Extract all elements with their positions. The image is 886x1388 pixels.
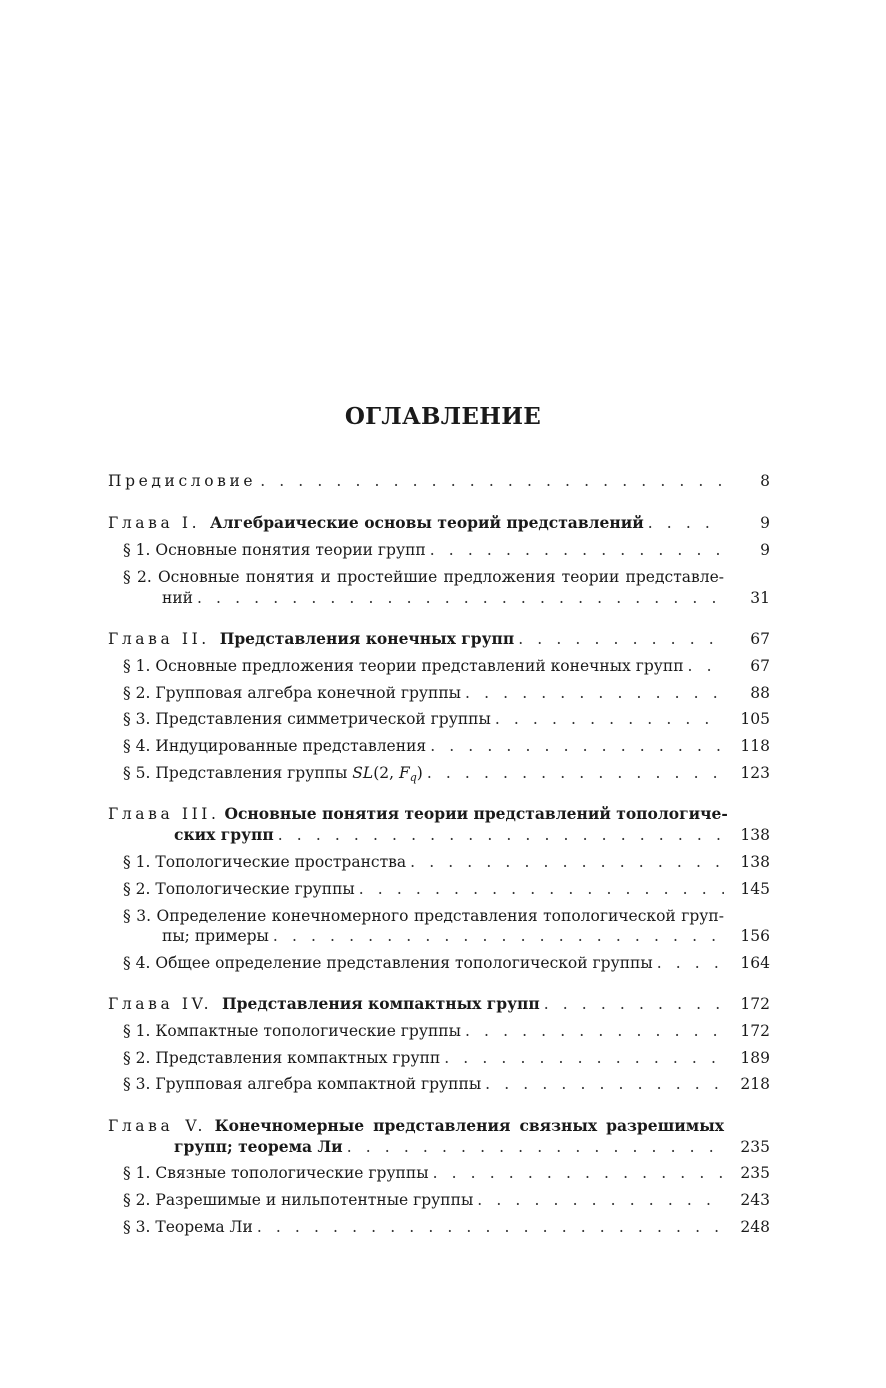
page-number: 172 (740, 995, 770, 1013)
toc-section[interactable] (108, 1190, 785, 1211)
page-number: 105 (740, 710, 770, 728)
section-label: § 1. Основные предложения теории представлений конечных групп (123, 657, 684, 675)
section-label: § 4. Общее определение представления топологической группы (123, 954, 653, 972)
page-title: ОГЛАВЛЕНИЕ (344, 403, 542, 430)
toc-section-continuation[interactable] (108, 926, 824, 947)
toc-section[interactable] (108, 736, 785, 757)
chapter-prefix: Глава III. (108, 805, 220, 823)
chapter-title: Алгебраические основы теорий представлений (209, 513, 644, 532)
toc-section[interactable] (108, 656, 785, 677)
toc-section[interactable] (108, 953, 785, 974)
page-number: 67 (750, 630, 770, 648)
page-number: 235 (740, 1164, 770, 1182)
page-number: 123 (740, 764, 770, 782)
leader-dots (430, 736, 724, 757)
section-label: § 1. Компактные топологические группы (123, 1022, 461, 1040)
leader-dots (544, 994, 724, 1015)
page-number: 118 (740, 737, 770, 755)
page-number: 9 (760, 514, 770, 532)
section-label-line2: ний (162, 589, 193, 607)
chapter-prefix: Глава II. (108, 630, 210, 648)
toc-section[interactable] (108, 1048, 785, 1069)
toc-section[interactable] (108, 852, 785, 873)
chapter-title-line1: Глава III. Основные понятия теории представлений топологиче- (108, 804, 728, 823)
toc-chapter-4[interactable] (108, 993, 770, 1015)
toc-section[interactable] (108, 879, 785, 900)
section-label: § 1. Основные понятия теории групп (123, 541, 426, 559)
section-label: § 1. Связные топологические группы (123, 1164, 429, 1182)
toc-section[interactable] (108, 683, 785, 704)
toc-section[interactable] (108, 1163, 785, 1184)
leader-dots (477, 1190, 724, 1211)
leader-dots (444, 1048, 724, 1069)
toc-section[interactable] (108, 1074, 785, 1095)
section-label: § 5. Представления группы (123, 764, 348, 782)
section-label: § 3. Представления симметрической группы (123, 710, 491, 728)
leader-dots (347, 1137, 724, 1158)
toc-chapter-3[interactable] (108, 803, 770, 825)
page-number: 145 (740, 880, 770, 898)
chapter-prefix: Глава I. (108, 514, 201, 532)
leader-dots (273, 926, 724, 947)
leader-dots (518, 629, 724, 650)
page-number: 248 (740, 1218, 770, 1236)
page-number: 31 (750, 589, 770, 607)
page-number: 138 (740, 853, 770, 871)
toc-section[interactable] (108, 763, 785, 788)
leader-dots (688, 656, 724, 677)
page-number: 172 (740, 1022, 770, 1040)
section-label: § 2. Топологические группы (123, 880, 355, 898)
leader-dots (433, 1163, 724, 1184)
leader-dots (278, 825, 724, 846)
toc-chapter-5[interactable] (108, 1115, 770, 1137)
toc-section[interactable] (108, 1217, 785, 1238)
page-number: 8 (760, 472, 770, 490)
section-label-line1: § 2. Основные понятия и простейшие предложения теории представле- (123, 568, 724, 586)
page-number: 189 (740, 1049, 770, 1067)
page-number: 9 (760, 541, 770, 559)
toc-section[interactable] (108, 906, 785, 927)
leader-dots (359, 879, 724, 900)
leader-dots (257, 1217, 724, 1238)
page-number: 235 (740, 1138, 770, 1156)
leader-dots (465, 683, 724, 704)
chapter-prefix: Глава V. (108, 1117, 207, 1135)
section-label-line2: пы; примеры (162, 927, 269, 945)
toc-chapter-continuation[interactable] (108, 824, 836, 846)
page-number: 164 (740, 954, 770, 972)
page-number: 243 (740, 1191, 770, 1209)
chapter-title-line2: ских групп (174, 825, 274, 844)
section-label: § 3. Теорема Ли (123, 1218, 253, 1236)
toc-entry-preface[interactable] (108, 471, 770, 492)
leader-dots (197, 588, 724, 609)
chapter-title-line1: Глава V. Конечномерные представления связных разрешимых (108, 1116, 724, 1135)
page-number: 138 (740, 826, 770, 844)
toc-section[interactable] (108, 709, 785, 730)
leader-dots (657, 953, 724, 974)
entry-label: Предисловие (108, 472, 257, 490)
section-label: § 1. Топологические пространства (123, 853, 407, 871)
toc-section-continuation[interactable] (108, 588, 824, 609)
page-number: 67 (750, 657, 770, 675)
chapter-title-line2: групп; теорема Ли (174, 1137, 343, 1156)
page-number: 88 (750, 684, 770, 702)
toc-section[interactable] (108, 567, 785, 588)
page-number: 156 (740, 927, 770, 945)
section-label: § 2. Разрешимые и нильпотентные группы (123, 1191, 474, 1209)
leader-dots (430, 540, 724, 561)
toc-chapter-2[interactable] (108, 628, 770, 650)
chapter-title: Представления конечных групп (219, 629, 515, 648)
leader-dots (495, 709, 724, 730)
leader-dots (410, 852, 724, 873)
leader-dots (648, 513, 724, 534)
leader-dots (465, 1021, 724, 1042)
toc-section[interactable] (108, 1021, 785, 1042)
chapter-title: Представления компактных групп (222, 994, 540, 1013)
section-label: § 2. Представления компактных групп (123, 1049, 441, 1067)
section-label: § 2. Групповая алгебра конечной группы (123, 684, 462, 702)
leader-dots (260, 471, 724, 492)
toc-chapter-continuation[interactable] (108, 1136, 836, 1158)
leader-dots (427, 763, 724, 784)
section-label: § 3. Групповая алгебра компактной группы (123, 1075, 482, 1093)
leader-dots (485, 1074, 724, 1095)
toc-chapter-1[interactable] (108, 512, 770, 534)
section-label-line1: § 3. Определение конечномерного представления топологической груп- (123, 907, 724, 925)
toc-section[interactable] (108, 540, 785, 561)
section-label: § 4. Индуцированные представления (123, 737, 427, 755)
page-number: 218 (740, 1075, 770, 1093)
formula: SL(2, $F_q$) (352, 764, 423, 784)
chapter-prefix: Глава IV. (108, 995, 213, 1013)
